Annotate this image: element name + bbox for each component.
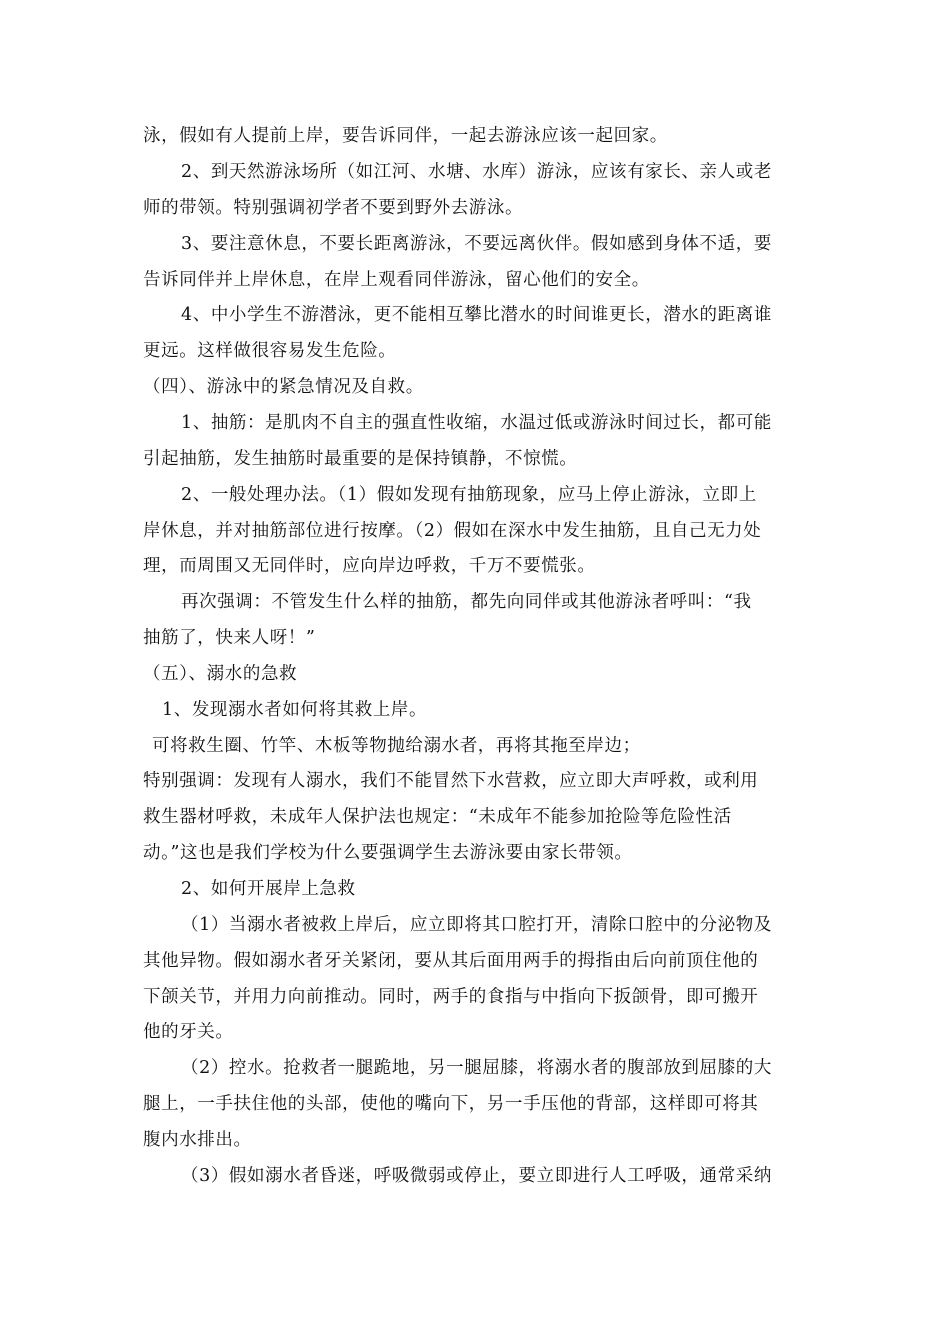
text-line: 岸休息，并对抽筋部位进行按摩。（2）假如在深水中发生抽筋，且自己无力处 bbox=[143, 521, 762, 541]
text-line: 2、到天然游泳场所（如江河、水塘、水库）游泳，应该有家长、亲人或老 bbox=[181, 162, 772, 182]
text-line: 再次强调：不管发生什么样的抽筋，都先向同伴或其他游泳者呼叫：“我 bbox=[181, 592, 752, 612]
text-line: 告诉同伴并上岸休息，在岸上观看同伴游泳，留心他们的安全。 bbox=[143, 270, 650, 290]
text-line: 救生器材呼救，未成年人保护法也规定：“未成年不能参加抢险等危险性活 bbox=[143, 807, 732, 827]
text-line: 2、如何开展岸上急救 bbox=[181, 879, 356, 899]
text-line: 抽筋了，快来人呀！” bbox=[143, 628, 316, 648]
text-line: （2）控水。抢救者一腿跪地，另一腿屈膝，将溺水者的腹部放到屈膝的大 bbox=[181, 1058, 772, 1078]
text-line: （1）当溺水者被救上岸后，应立即将其口腔打开，清除口腔中的分泌物及 bbox=[181, 915, 772, 935]
text-line: 下颌关节，并用力向前推动。同时，两手的食指与中指向下扳颌骨，即可搬开 bbox=[143, 987, 759, 1007]
text-line: 更远。这样做很容易发生危险。 bbox=[143, 341, 397, 361]
text-line: 动。”这也是我们学校为什么要强调学生去游泳要由家长带领。 bbox=[143, 843, 633, 863]
text-line: 4、中小学生不游潜泳，更不能相互攀比潜水的时间谁更长，潜水的距离谁 bbox=[181, 305, 772, 325]
text-line: 3、要注意休息，不要长距离游泳，不要远离伙伴。假如感到身体不适，要 bbox=[181, 234, 772, 254]
text-line: 腹内水排出。 bbox=[143, 1130, 252, 1150]
text-line: 可将救生圈、竹竿、木板等物抛给溺水者，再将其拖至岸边； bbox=[152, 736, 641, 756]
text-line: 理，而周围又无同伴时，应向岸边呼救，千万不要慌张。 bbox=[143, 556, 596, 576]
text-line: 其他异物。假如溺水者牙关紧闭，要从其后面用两手的拇指由后向前顶住他的 bbox=[143, 951, 759, 971]
text-line: 1、发现溺水者如何将其救上岸。 bbox=[162, 700, 428, 720]
text-line: 1、抽筋：是肌肉不自主的强直性收缩，水温过低或游泳时间过长，都可能 bbox=[181, 413, 772, 433]
text-line: 特别强调：发现有人溺水，我们不能冒然下水营救，应立即大声呼救，或利用 bbox=[143, 771, 759, 791]
section-heading: （四）、游泳中的紧急情况及自救。 bbox=[143, 377, 424, 397]
text-line: 引起抽筋，发生抽筋时最重要的是保持镇静，不惊慌。 bbox=[143, 449, 578, 469]
text-line: 师的带领。特别强调初学者不要到野外去游泳。 bbox=[143, 198, 524, 218]
section-heading: （五）、溺水的急救 bbox=[143, 664, 298, 684]
text-line: 腿上，一手扶住他的头部，使他的嘴向下，另一手压他的背部，这样即可将其 bbox=[143, 1094, 759, 1114]
text-line: （3）假如溺水者昏迷，呼吸微弱或停止，要立即进行人工呼吸，通常采纳 bbox=[181, 1166, 772, 1186]
text-line: 他的牙关。 bbox=[143, 1022, 234, 1042]
text-line: 2、一般处理办法。（1）假如发现有抽筋现象，应马上停止游泳，立即上 bbox=[181, 485, 757, 505]
text-line: 泳，假如有人提前上岸，要告诉同伴，一起去游泳应该一起回家。 bbox=[143, 126, 668, 146]
